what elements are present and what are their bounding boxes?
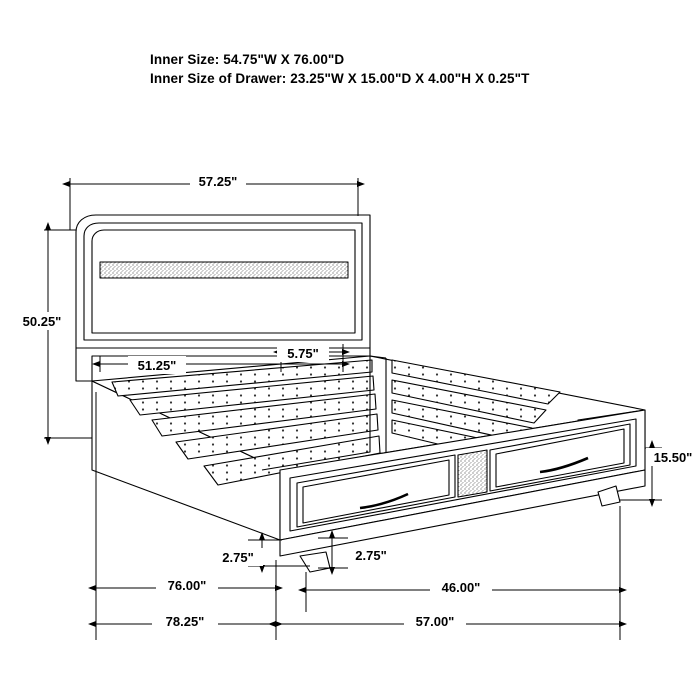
- dim-footboard-width: 46.00": [441, 580, 481, 595]
- inner-size-note: Inner Size: 54.75"W X 76.00"D: [150, 52, 345, 67]
- dim-foot-clearance-right: 2.75": [355, 548, 387, 563]
- dim-headboard-width: 57.25": [198, 174, 238, 189]
- dim-footboard-height: 15.50": [653, 450, 693, 465]
- dim-overall-length: 78.25": [165, 614, 205, 629]
- dim-overall-width: 57.00": [415, 614, 455, 629]
- dim-headboard-to-rail: 5.75": [287, 346, 319, 361]
- dim-headboard-inner-width: 51.25": [137, 358, 177, 373]
- dim-overall-height: 50.25": [22, 314, 62, 329]
- dim-bed-length: 76.00": [167, 578, 207, 593]
- dim-foot-clearance-left: 2.75": [222, 550, 254, 565]
- inner-drawer-size-note: Inner Size of Drawer: 23.25"W X 15.00"D X 4.00"H X 0.25"T: [150, 71, 530, 86]
